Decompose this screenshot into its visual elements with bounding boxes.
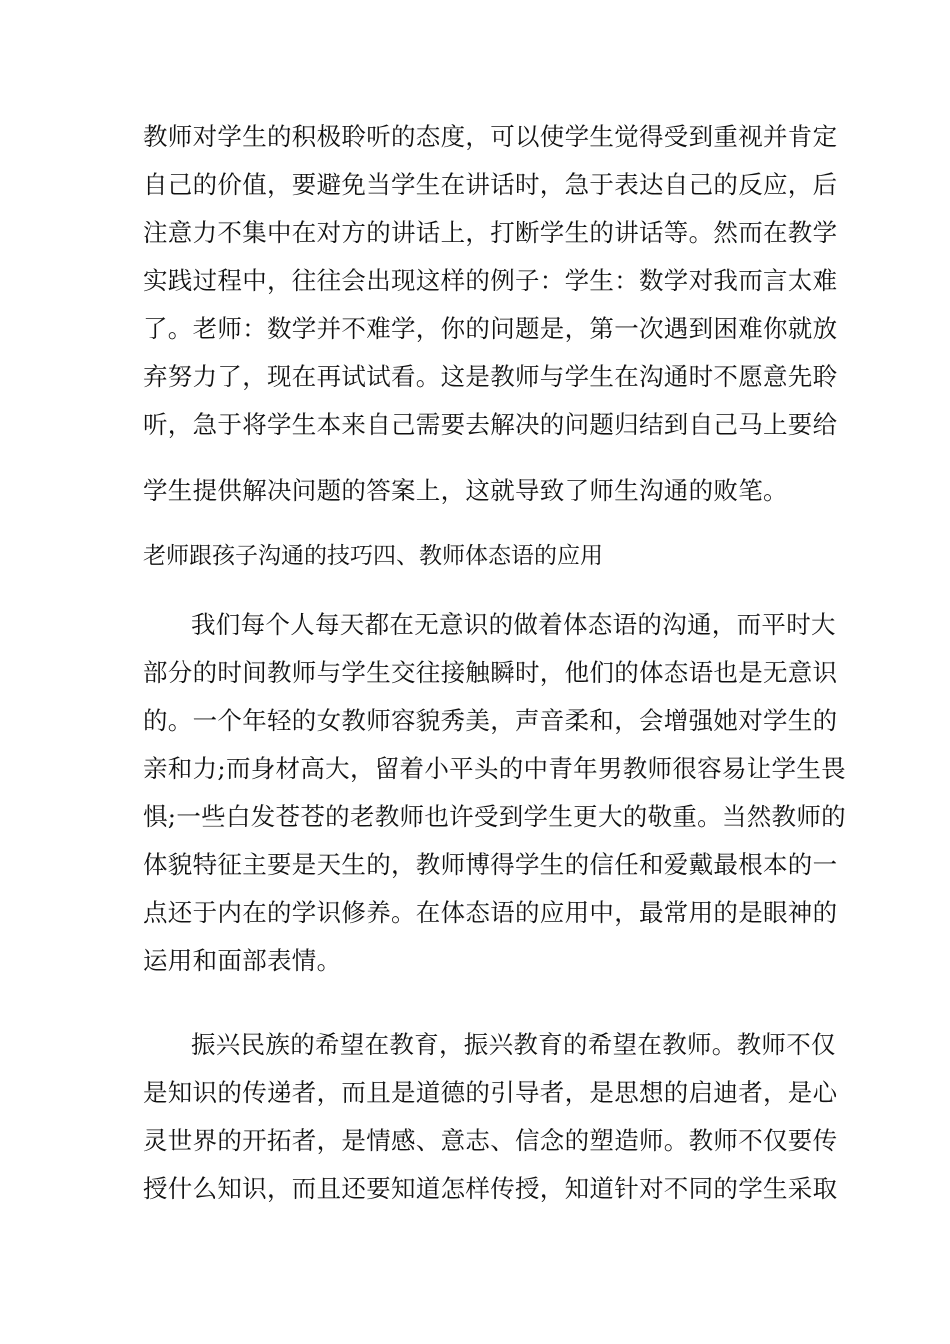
text-line: 弃努力了，现在再试试看。这是教师与学生在沟通时不愿意先聆 <box>143 362 838 391</box>
text-line: 点还于内在的学识修养。在体态语的应用中，最常用的是眼神的 <box>143 898 838 927</box>
text-line: 我们每个人每天都在无意识的做着体态语的沟通，而平时大 <box>191 610 836 639</box>
text-line: 授什么知识，而且还要知道怎样传授，知道针对不同的学生采取 <box>143 1174 838 1203</box>
text-line: 自己的价值，要避免当学生在讲话时，急于表达自己的反应，后 <box>143 170 838 199</box>
text-line: 体貌特征主要是天生的，教师博得学生的信任和爱戴最根本的一 <box>143 850 838 879</box>
text-line: 实践过程中，往往会出现这样的例子：学生：数学对我而言太难 <box>143 266 838 295</box>
text-line: 教师对学生的积极聆听的态度，可以使学生觉得受到重视并肯定 <box>143 122 838 151</box>
text-line: 了。老师：数学并不难学，你的问题是，第一次遇到困难你就放 <box>143 314 838 343</box>
text-line: 是知识的传递者，而且是道德的引导者，是思想的启迪者，是心 <box>143 1078 838 1107</box>
text-line: 灵世界的开拓者，是情感、意志、信念的塑造师。教师不仅要传 <box>143 1126 838 1155</box>
text-line: 亲和力;而身材高大，留着小平头的中青年男教师很容易让学生畏 <box>143 754 846 783</box>
text-line: 的。一个年轻的女教师容貌秀美，声音柔和，会增强她对学生的 <box>143 706 838 735</box>
text-line: 惧;一些白发苍苍的老教师也许受到学生更大的敬重。当然教师的 <box>143 802 846 831</box>
text-line: 振兴民族的希望在教育，振兴教育的希望在教师。教师不仅 <box>191 1030 836 1059</box>
text-line: 注意力不集中在对方的讲话上，打断学生的讲话等。然而在教学 <box>143 218 838 247</box>
text-line: 运用和面部表情。 <box>143 946 342 975</box>
text-line: 学生提供解决问题的答案上，这就导致了师生沟通的败笔。 <box>143 476 788 505</box>
text-line: 部分的时间教师与学生交往接触瞬时，他们的体态语也是无意识 <box>143 658 838 687</box>
section-heading: 老师跟孩子沟通的技巧四、教师体态语的应用 <box>143 543 603 569</box>
text-line: 听，急于将学生本来自己需要去解决的问题归结到自己马上要给 <box>143 410 838 439</box>
